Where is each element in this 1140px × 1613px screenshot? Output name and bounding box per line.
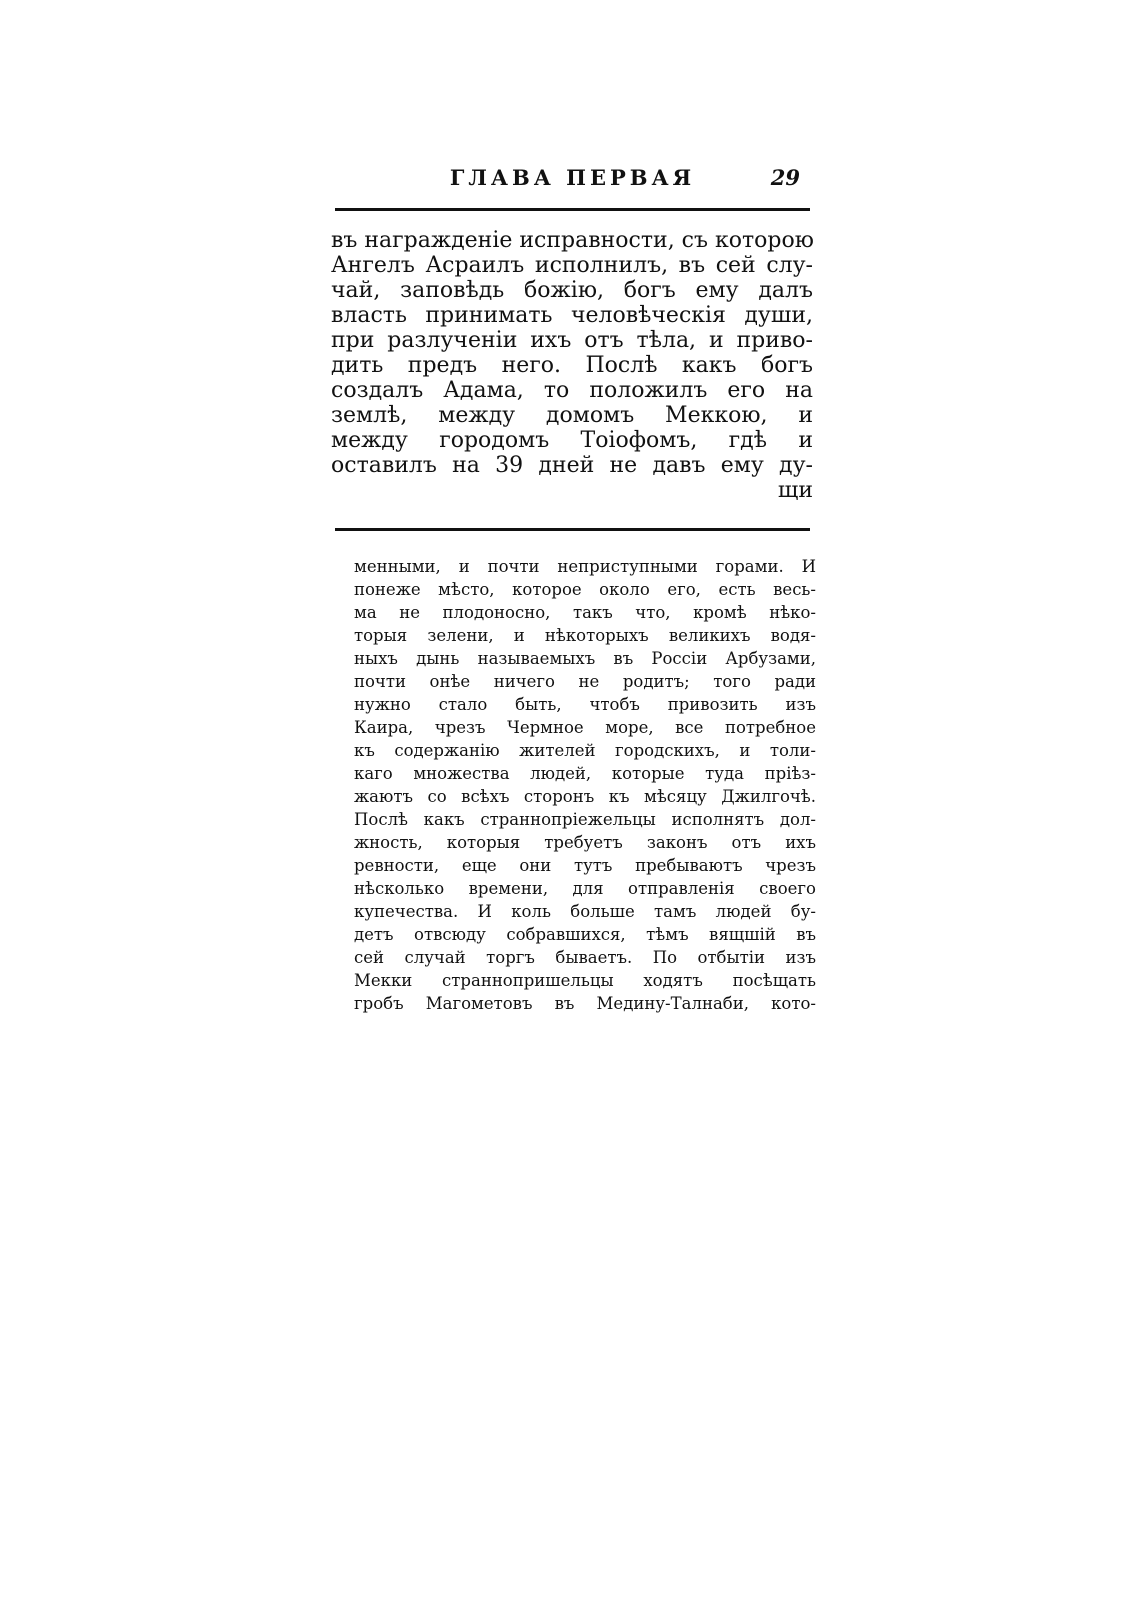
footnote-line: ревности, еще они тутъ пребываютъ чрезъ bbox=[354, 856, 816, 875]
main-text-line: дить предъ него. Послѣ какъ богъ bbox=[331, 353, 813, 378]
footnote-line: жность, которыя требуетъ законъ отъ ихъ bbox=[354, 833, 816, 852]
footnote-line: детъ отвсюду собравшихся, тѣмъ вящшiй въ bbox=[354, 925, 816, 944]
main-text-line: землѣ, между домомъ Меккою, и bbox=[331, 403, 813, 428]
catchword: щи bbox=[777, 478, 813, 503]
main-text-line: создалъ Адама, то положилъ его на bbox=[331, 378, 813, 403]
footnote-line: нужно стало быть, чтобъ привозить изъ bbox=[354, 695, 816, 714]
header-rule bbox=[335, 208, 810, 211]
page-header bbox=[335, 163, 810, 199]
main-text-line: власть принимать человѣческiя души, bbox=[331, 303, 813, 328]
footnote-line: каго множества людей, которые туда прiѣз- bbox=[354, 764, 816, 783]
footnote-line: менными, и почти неприступными горами. И bbox=[354, 557, 816, 576]
footnote-line: почти онѣе ничего не родитъ; того ради bbox=[354, 672, 816, 691]
footnote-line: Послѣ какъ страннопрiежельцы исполнятъ дол- bbox=[354, 810, 816, 829]
footnote-line: къ содержанiю жителей городскихъ, и толи- bbox=[354, 741, 816, 760]
footnote-block bbox=[354, 555, 816, 1015]
main-text-block bbox=[331, 228, 813, 503]
main-text-line: въ награжденiе исправности, съ которою bbox=[331, 228, 814, 253]
main-text-line: между городомъ Тоiофомъ, гдѣ и bbox=[331, 428, 813, 453]
footnote-line: жаютъ со всѣхъ сторонъ къ мѣсяцу Джилгочѣ. bbox=[354, 787, 816, 806]
footnote-line: купечества. И коль больше тамъ людей бу- bbox=[354, 902, 816, 921]
page-number: 29 bbox=[770, 165, 800, 190]
footnote-line: нѣсколько времени, для отправленiя своего bbox=[354, 879, 816, 898]
main-text-line: Ангелъ Асраилъ исполнилъ, въ сей слу- bbox=[331, 253, 813, 278]
main-text-line: чай, заповѣдь божiю, богъ ему далъ bbox=[331, 278, 813, 303]
footnote-line: Мекки страннопришельцы ходятъ посѣщать bbox=[354, 971, 816, 990]
main-text-line: оставилъ на 39 дней не давъ ему ду- bbox=[331, 453, 813, 478]
footnote-rule bbox=[335, 528, 810, 531]
footnote-line: торыя зелени, и нѣкоторыхъ великихъ водя- bbox=[354, 626, 816, 645]
footnote-line: ма не плодоносно, такъ что, кромѣ нѣко- bbox=[354, 603, 816, 622]
footnote-line: сей случай торгъ бываетъ. По отбытiи изъ bbox=[354, 948, 816, 967]
footnote-line: Каира, чрезъ Чермное море, все потребное bbox=[354, 718, 816, 737]
footnote-line: ныхъ дынь называемыхъ въ Россiи Арбузами, bbox=[354, 649, 816, 668]
running-title: ГЛАВА ПЕРВАЯ bbox=[449, 165, 696, 190]
main-text-line: при разлученiи ихъ отъ тѣла, и приво- bbox=[331, 328, 813, 353]
footnote-line: гробъ Магометовъ въ Медину-Талнаби, кото- bbox=[354, 994, 816, 1013]
footnote-line: понеже мѣсто, которое около его, есть весь- bbox=[354, 580, 816, 599]
